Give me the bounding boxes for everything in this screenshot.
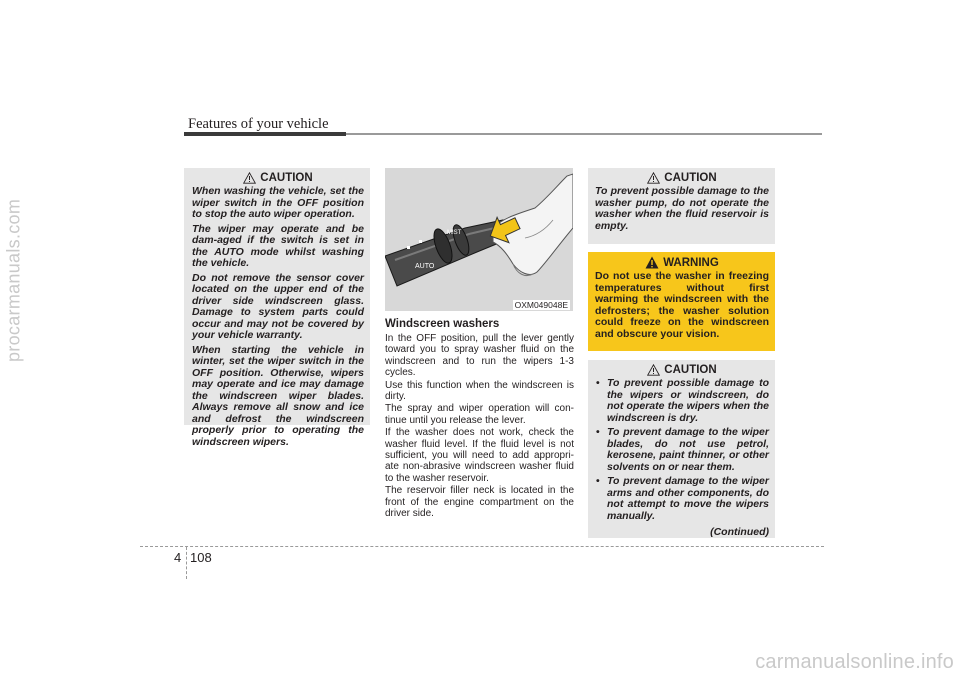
caution-triangle-icon — [647, 172, 660, 184]
section-paragraph: The spray and wiper operation will con-tinue until you release the lever. — [385, 403, 574, 426]
header-rule — [184, 132, 346, 136]
svg-text:MIST: MIST — [447, 230, 462, 236]
caution-bullet-item: • To prevent damage to the wiper blades, do not use petrol, kerosene, paint thinner, or other solvents on or near them. — [595, 427, 769, 473]
windscreen-washers-section — [385, 318, 574, 521]
caution-paragraph: The wiper may operate and be dam-aged if the switch is set in the AUTO mode whilst washing the vehicle. — [192, 222, 364, 269]
caution-heading — [192, 172, 364, 184]
section-paragraph: Use this function when the windscreen is dirty. — [385, 379, 574, 403]
caution-text: To prevent possible damage to the washer pump, do not operate the washer when the fluid reservoir is empty. — [595, 185, 769, 232]
caution-paragraph: Do not remove the sensor cover located on the upper end of the driver side windscreen glass. Damage to system parts could occur and may not be covered by your vehicle warranty. — [192, 271, 364, 341]
warning-triangle-icon — [645, 256, 659, 269]
caution-heading — [595, 364, 769, 376]
caution-paragraph: When washing the vehicle, set the wiper switch in the OFF position to stop the auto wiper operation. — [192, 185, 364, 220]
footer-divider — [186, 547, 187, 579]
caution-box-washer-pump — [588, 168, 775, 244]
warning-box-freezing — [588, 252, 775, 351]
caution-triangle-icon — [647, 364, 660, 376]
warning-text: Do not use the washer in freezing temperatures without first warming the windscreen with the defrosters; the washer solution could freeze on the windscreen and obscure your vision. — [595, 270, 769, 340]
section-heading: Windscreen washers — [385, 318, 500, 330]
side-watermark: procarmanuals.com — [3, 198, 24, 362]
caution-paragraph: When starting the vehicle in winter, set the wiper switch in the OFF position. Otherwise, wipers may operate and ice may damage the windscreen wiper blades. Always remove all snow and ice and defrost the windscreen properly prior to operating the windscreen wipers. — [192, 343, 364, 448]
page-header-title: Features of your vehicle — [188, 116, 329, 132]
bottom-watermark: carmanualsonline.info — [755, 651, 954, 673]
continued-label: (Continued) — [710, 526, 769, 538]
caution-bullet-item: • To prevent possible damage to the wipers or windscreen, do not operate the wipers when the windscreen is dry. — [595, 378, 769, 424]
caution-triangle-icon — [243, 172, 256, 184]
wiper-lever-illustration — [385, 168, 573, 311]
svg-text:AUTO: AUTO — [415, 263, 435, 270]
warning-heading-label: WARNING — [663, 256, 719, 269]
caution-heading-label: CAUTION — [664, 364, 717, 376]
footer-rule — [140, 546, 824, 547]
section-paragraph: The reservoir filler neck is located in the front of the engine compartment on the driver side. — [385, 485, 574, 520]
caution-heading-label: CAUTION — [664, 172, 717, 184]
caution-box-wiper-washing — [184, 168, 370, 448]
section-paragraph: If the washer does not work, check the washer fluid level. If the fluid level is not sufficient, you will need to add appropri-ate non-abrasive windscreen washer fluid to the washer reservoir. — [385, 427, 574, 484]
caution-heading-label: CAUTION — [260, 172, 313, 184]
wiper-lever-drawing — [385, 168, 573, 311]
caution-box-wiper-damage — [588, 360, 775, 538]
caution-heading — [595, 172, 769, 184]
header-rule-extension — [346, 133, 822, 135]
warning-heading — [595, 256, 769, 269]
chapter-number: 4 — [174, 550, 182, 565]
caution-bullet-item: • To prevent damage to the wiper arms and other components, do not attempt to move the wipers manually. — [595, 476, 769, 522]
page-number: 108 — [190, 550, 212, 565]
figure-code: OXM049048E — [514, 300, 568, 310]
section-paragraph: In the OFF position, pull the lever gently toward you to spray washer fluid on the windscreen and to run the wipers 1-3 cycles. — [385, 333, 574, 379]
